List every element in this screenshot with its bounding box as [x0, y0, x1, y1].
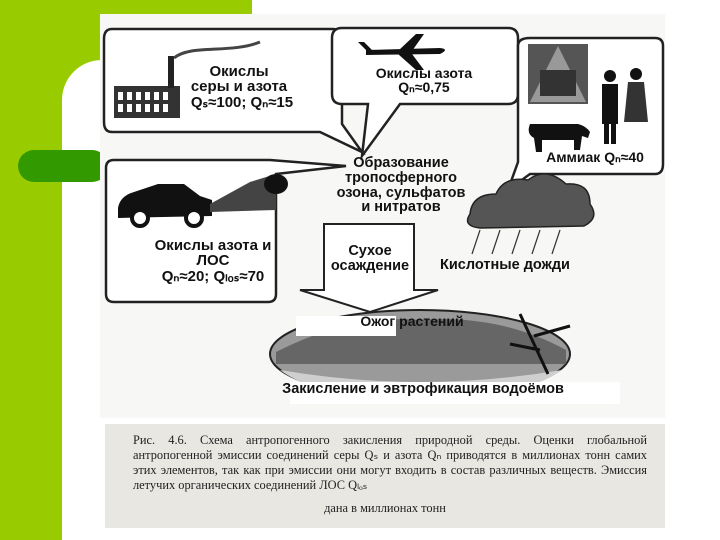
transport-label [138, 238, 288, 284]
rain-cloud-icon [468, 174, 594, 254]
factory-label [184, 64, 294, 110]
green-horizontal-bar [18, 150, 108, 182]
caption-text: Рис. 4.6. Схема антропогенного закисления природной среды. Оценки глобальной антропогенной эмиссии соединений серы Qₛ и азота Qₙ приводятся в миллионах тонн самих этих элементов, так как при эмиссии они могут входить в состав различных веществ. Эмиссия летучих органических соединений ЛОС Qₗₒₛ [133, 433, 647, 492]
center-line1: Образование [353, 155, 449, 171]
plane-emission: Qₙ≈0,75 [398, 79, 450, 96]
ammonia-label: Аммиак Qₙ≈40 [546, 149, 644, 165]
green-vertical-band [0, 0, 62, 540]
figure-caption [105, 424, 665, 528]
plane-label-line1: Окислы азота [375, 65, 473, 81]
transport-line1: Окислы азота и [154, 237, 272, 254]
center-line2: тропосферного [344, 169, 458, 186]
transport-emission: Qₙ≈20; Qₗₒₛ≈70 [161, 267, 265, 285]
farm-icon [528, 44, 588, 104]
center-line4: и нитратов [361, 199, 441, 216]
dry-deposition-line1: Сухое [348, 243, 392, 259]
plant-burn-label: Ожог растений [360, 313, 464, 329]
factory-label-line1: Окислы [209, 63, 269, 80]
caption-last-line: дана в миллионах тонн [324, 501, 446, 515]
acid-rain-label: Кислотные дожди [440, 257, 570, 273]
center-line3: озона, сульфатов [336, 184, 466, 201]
dry-deposition-label [322, 244, 418, 274]
center-process-label [336, 156, 466, 215]
dry-deposition-line2: осаждение [330, 257, 410, 274]
factory-label-line2: серы и азота [190, 78, 288, 96]
water-acidification-label: Закисление и эвтрофикация водоёмов [282, 381, 564, 397]
transport-line2: ЛОС [196, 252, 230, 270]
plane-label [356, 66, 492, 95]
factory-emission: Qₛ≈100; Qₙ≈15 [190, 93, 294, 111]
